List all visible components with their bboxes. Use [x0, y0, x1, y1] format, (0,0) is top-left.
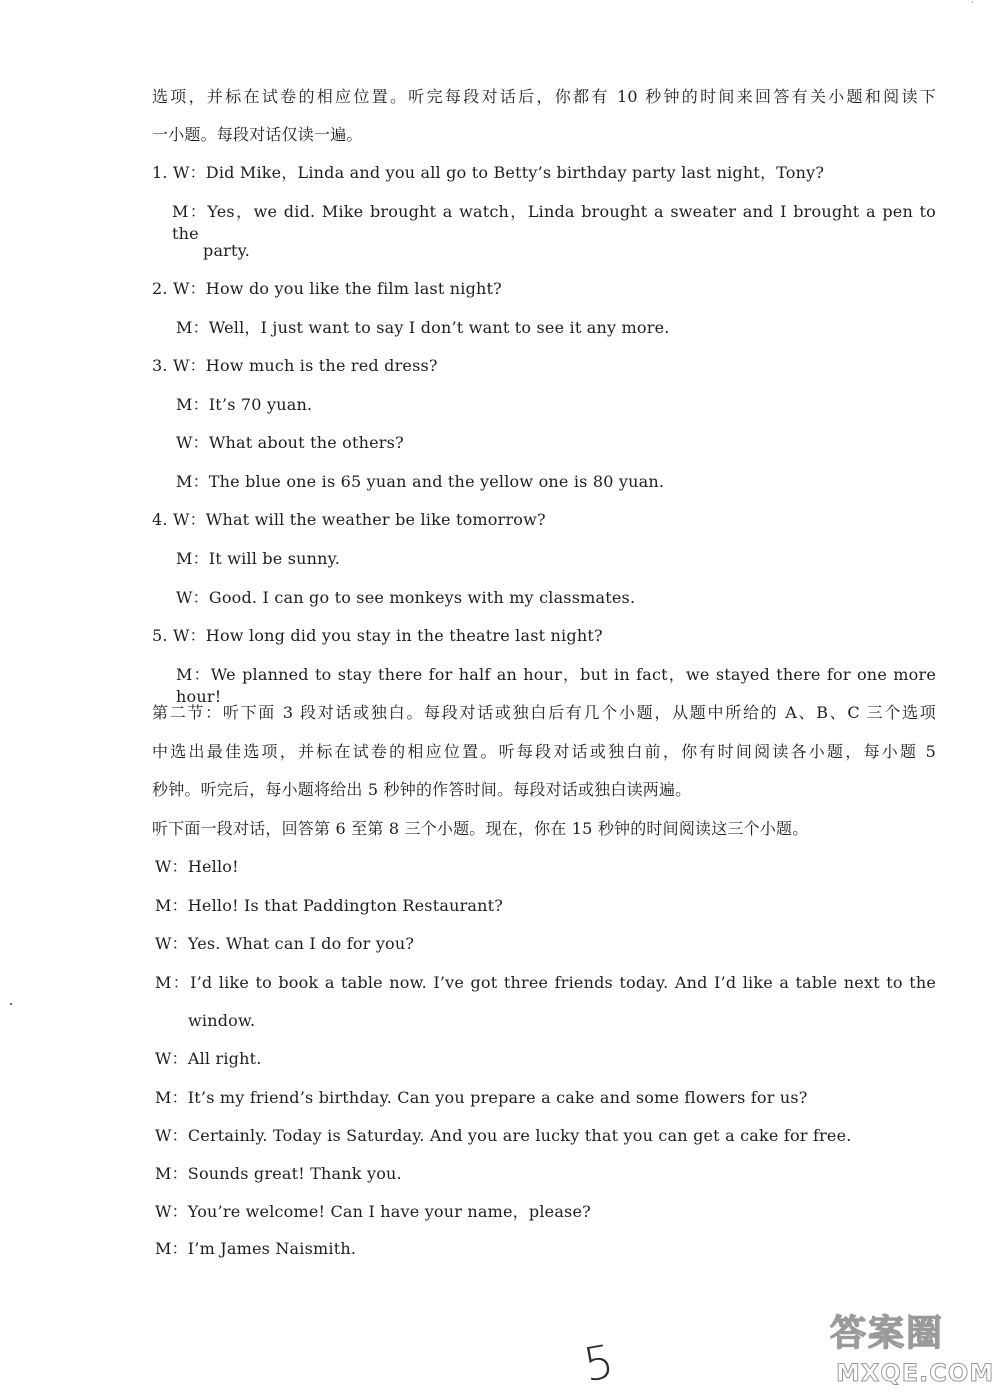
dialogue-line: M：Sounds great! Thank you. [155, 1164, 402, 1183]
section2-intro-line2: 中选出最佳选项，并标在试卷的相应位置。听每段对话或独白前，你有时间阅读各小题，每小题 5 [152, 742, 936, 761]
section1-intro-line2: 一小题。每段对话仅读一遍。 [152, 125, 363, 144]
dialogue-line: window. [188, 1011, 256, 1030]
section1-intro-line1: 选项，并标在试卷的相应位置。听完每段对话后，你都有 10 秒钟的时间来回答有关小题和阅读下 [152, 87, 936, 106]
page-number: 5 [579, 1333, 618, 1393]
q4-man-line: M：It will be sunny. [176, 549, 341, 568]
q4-woman-line2: W：Good. I can go to see monkeys with my classmates. [176, 588, 636, 607]
q3-woman-line2: W：What about the others? [176, 433, 404, 452]
watermark-top-text: 答案圈 [830, 1313, 945, 1354]
watermark-logo [830, 1310, 995, 1390]
q3-man-line2: M：The blue one is 65 yuan and the yellow one is 80 yuan. [176, 472, 665, 491]
dialogue-line: M：Hello! Is that Paddington Restaurant? [155, 896, 504, 915]
dialogue-line: W：Hello! [155, 857, 239, 876]
corner-scan-mark: ˙ [970, 1, 975, 12]
q5-woman-line: 5. W：How long did you stay in the theatre last night? [152, 626, 603, 645]
margin-speck [10, 1003, 12, 1005]
dialogue-line: M：It’s my friend’s birthday. Can you prepare a cake and some flowers for us? [155, 1088, 808, 1107]
dialogue-intro: 听下面一段对话，回答第 6 至第 8 三个小题。现在，你在 15 秒钟的时间阅读这三个小题。 [152, 819, 809, 838]
dialogue-line: W：Certainly. Today is Saturday. And you are lucky that you can get a cake for free. [155, 1126, 852, 1145]
section2-intro-line1: 第二节：听下面 3 段对话或独白。每段对话或独白后有几个小题，从题中所给的 A、B、C 三个选项 [152, 703, 936, 722]
q5-man-line: M：We planned to stay there for half an hour，but in fact，we stayed there for one more hour! [176, 665, 936, 706]
dialogue-line: M：I’m James Naismith. [155, 1239, 357, 1258]
dialogue-line: W：You’re welcome! Can I have your name，please? [155, 1202, 591, 1221]
q4-woman-line1: 4. W：What will the weather be like tomorrow? [152, 510, 546, 529]
q1-man-line2: party. [203, 241, 251, 260]
q3-man-line1: M：It’s 70 yuan. [176, 395, 313, 414]
dialogue-line: W：Yes. What can I do for you? [155, 934, 415, 953]
q1-man-line1: M：Yes，we did. Mike brought a watch，Linda brought a sweater and I brought a pen to the [172, 202, 936, 243]
dialogue-line: W：All right. [155, 1049, 262, 1068]
dialogue-line: M：I’d like to book a table now. I’ve got three friends today. And I’d like a table next to the [155, 973, 936, 992]
section2-intro-line3: 秒钟。听完后，每小题将给出 5 秒钟的作答时间。每段对话或独白读两遍。 [152, 780, 692, 799]
q2-man-line: M：Well，I just want to say I don’t want to see it any more. [176, 318, 670, 337]
q3-woman-line1: 3. W：How much is the red dress? [152, 356, 438, 375]
q2-woman-line: 2. W：How do you like the film last night? [152, 279, 502, 298]
q1-woman-line: 1. W：Did Mike，Linda and you all go to Betty’s birthday party last night，Tony? [152, 163, 825, 182]
watermark-bottom-text: MXQE.COM [836, 1359, 995, 1387]
